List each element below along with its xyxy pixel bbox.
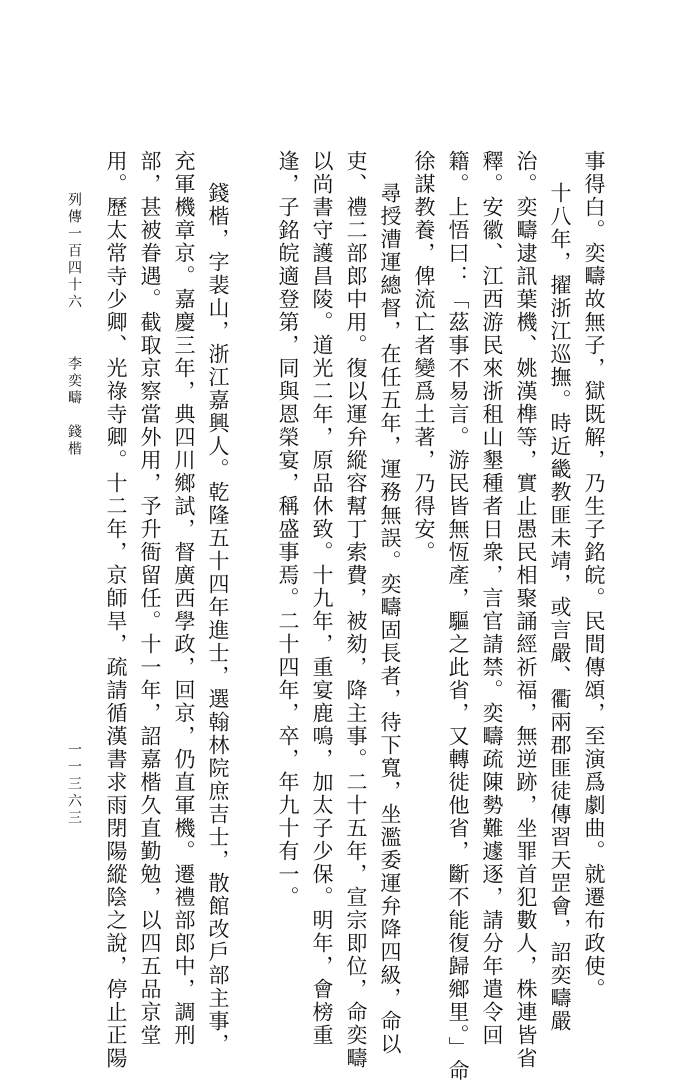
text-column: 用。歷太常寺少卿、光祿寺卿。十二年，京師旱，疏請循漢書求雨閉陽縱陰之說，停止正陽 (104, 150, 128, 1070)
text-column: 逢，子銘皖適登第，同與恩榮宴，稱盛事焉。二十四年，卒，年九十有一。 (276, 150, 300, 909)
page-number: 一一三六三 (66, 742, 82, 827)
text-column: 尋授漕運總督，在任五年，運務無誤。奕疇固長者，待下寬，坐濫委運弁降四級，命以 (378, 182, 402, 1056)
text-column: 十八年，擢浙江巡撫。時近畿教匪未靖，或言嚴、衢兩郡匪徒傳習天罡會，詔奕疇嚴 (548, 182, 572, 1033)
text-column: 籍。上悟曰：「茲事不易言。游民皆無恆產，驅之此省，又轉徙他省，斷不能復歸鄉里。」命 (446, 150, 470, 1083)
text-column: 充軍機章京。嘉慶三年，典四川鄉試，督廣西學政，回京，仍直軍機。遷禮部郎中，調刑 (172, 150, 196, 1047)
text-column: 部，甚被眷遇。截取京察當外用，予升衙留任。十一年，詔嘉楷久直勤勉，以四五品京堂 (138, 150, 162, 1047)
text-column: 事得白。奕疇故無子，獄既解，乃生子銘皖。民間傳頌，至演爲劇曲。就遷布政使。 (582, 150, 606, 1001)
chapter-label: 列傳一百四十六 (66, 192, 82, 311)
text-column: 錢楷，字裴山，浙江嘉興人。乾隆五十四年進士，選翰林院庶吉士，散館改戶部主事， (206, 182, 230, 1056)
text-column: 治。奕疇逮訊葉機、姚漢榫等，實止愚民相聚誦經祈福，無逆跡，坐罪首犯數人，株連皆省 (514, 150, 538, 1070)
text-column: 釋。安徽、江西游民來浙租山墾種者日衆，言官請禁。奕疇疏陳勢難遽逐，請分年遣令回 (480, 150, 504, 1047)
text-column: 吏、禮二部郎中用。復以運弁縱容幫丁索費，被劾，降主事。二十五年，宣宗即位，命奕疇 (344, 150, 368, 1070)
text-column: 徐謀教養，俾流亡者變爲土著，乃得安。 (412, 150, 436, 564)
biography-names: 李奕疇 錢楷 (66, 356, 82, 458)
text-column: 以尚書守護昌陵。道光二年，原品休致。十九年，重宴鹿鳴，加太子少保。明年，會榜重 (310, 150, 334, 1047)
